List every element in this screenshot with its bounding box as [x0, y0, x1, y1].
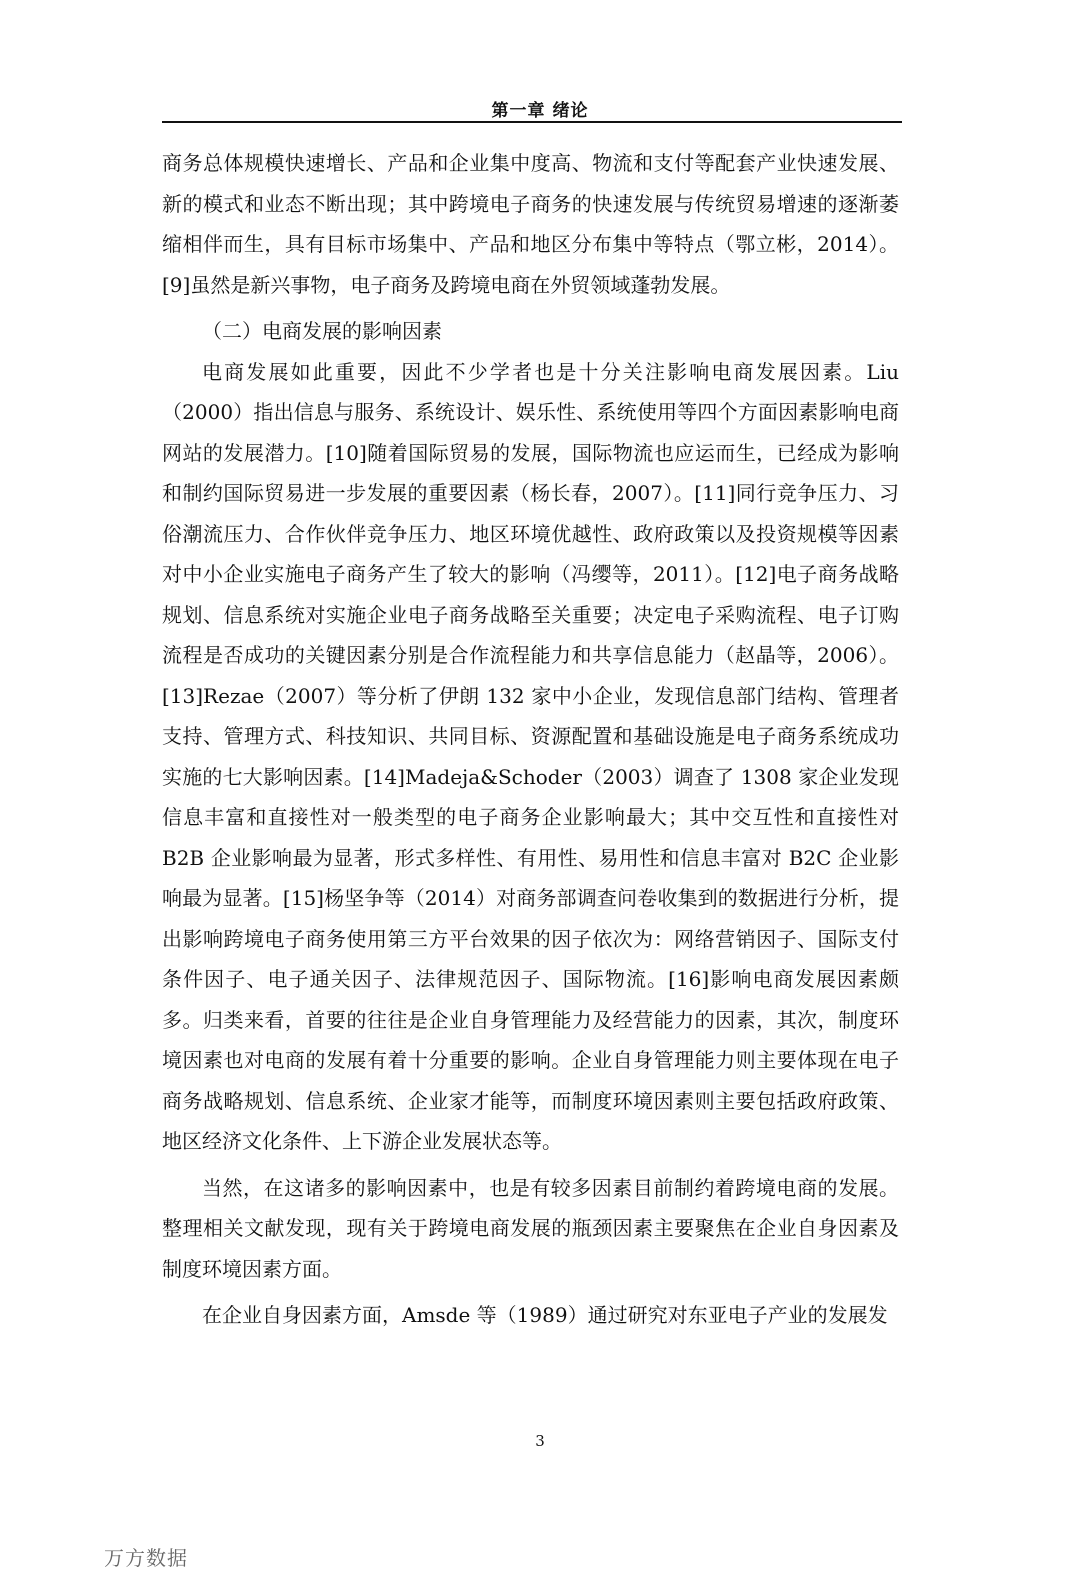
paragraph: 电商发展如此重要，因此不少学者也是十分关注影响电商发展因素。Liu（2000）指出信息与服务、系统设计、娱乐性、系统使用等四个方面因素影响电商网站的发展潜力。[10]随着国际贸易的发展，国际物流也应运而生，已经成为影响和制约国际贸易进一步发展的重要因素（杨长春，2007）。[11]同行竞争压力、习俗潮流压力、合作伙伴竞争压力、地区环境优越性、政府政策以及投资规模等因素对中小企业实施电子商务产生了较大的影响（冯缨等，2011）。[12]电子商务战略规划、信息系统对实施企业电子商务战略至关重要；决定电子采购流程、电子订购流程是否成功的关键因素分别是合作流程能力和共享信息能力（赵晶等，2006）。[13]Rezae（2007）等分析了伊朗 132 家中小企业，发现信息部门结构、管理者支持、管理方式、科技知识、共同目标、资源配置和基础设施是电子商务系统成功实施的七大影响因素。[14]Madeja&Schoder（2003）调查了 1308 家企业发现信息丰富和直接性对一般类型的电子商务企业影响最大；其中交互性和直接性对 B2B 企业影响最为显著，形式多样性、有用性、易用性和信息丰富对 B2C 企业影响最为显著。[15]杨坚争等（2014）对商务部调查问卷收集到的数据进行分析，提出影响跨境电子商务使用第三方平台效果的因子依次为：网络营销因子、国际支付条件因子、电子通关因子、法律规范因子、国际物流。[16]影响电商发展因素颇多。归类来看，首要的往往是企业自身管理能力及经营能力的因素，其次，制度环境因素也对电商的发展有着十分重要的影响。企业自身管理能力则主要体现在电子商务战略规划、信息系统、企业家才能等，而制度环境因素则主要包括政府政策、地区经济文化条件、上下游企业发展状态等。 — [162, 359, 899, 1153]
paragraph: 当然，在这诸多的影响因素中，也是有较多因素目前制约着跨境电商的发展。整理相关文献发现，现有关于跨境电商发展的瓶颈因素主要聚焦在企业自身因素及制度环境因素方面。 — [162, 1175, 899, 1281]
section-heading: （二）电商发展的影响因素 — [202, 319, 442, 343]
watermark: 万方数据 — [104, 1546, 188, 1570]
page-number: 3 — [535, 1432, 545, 1450]
running-header-title: 第一章 绪论 — [491, 101, 589, 121]
header-rule — [162, 121, 902, 123]
body-text — [162, 143, 899, 1336]
paragraph-continuation: 商务总体规模快速增长、产品和企业集中度高、物流和支付等配套产业快速发展、新的模式和业态不断出现；其中跨境电子商务的快速发展与传统贸易增速的逐渐萎缩相伴而生，具有目标市场集中、产品和地区分布集中等特点（鄂立彬，2014）。[9]虽然是新兴事物，电子商务及跨境电商在外贸领域蓬勃发展。 — [162, 151, 899, 297]
paragraph: 在企业自身因素方面，Amsde 等（1989）通过研究对东亚电子产业的发展发 — [202, 1303, 888, 1327]
